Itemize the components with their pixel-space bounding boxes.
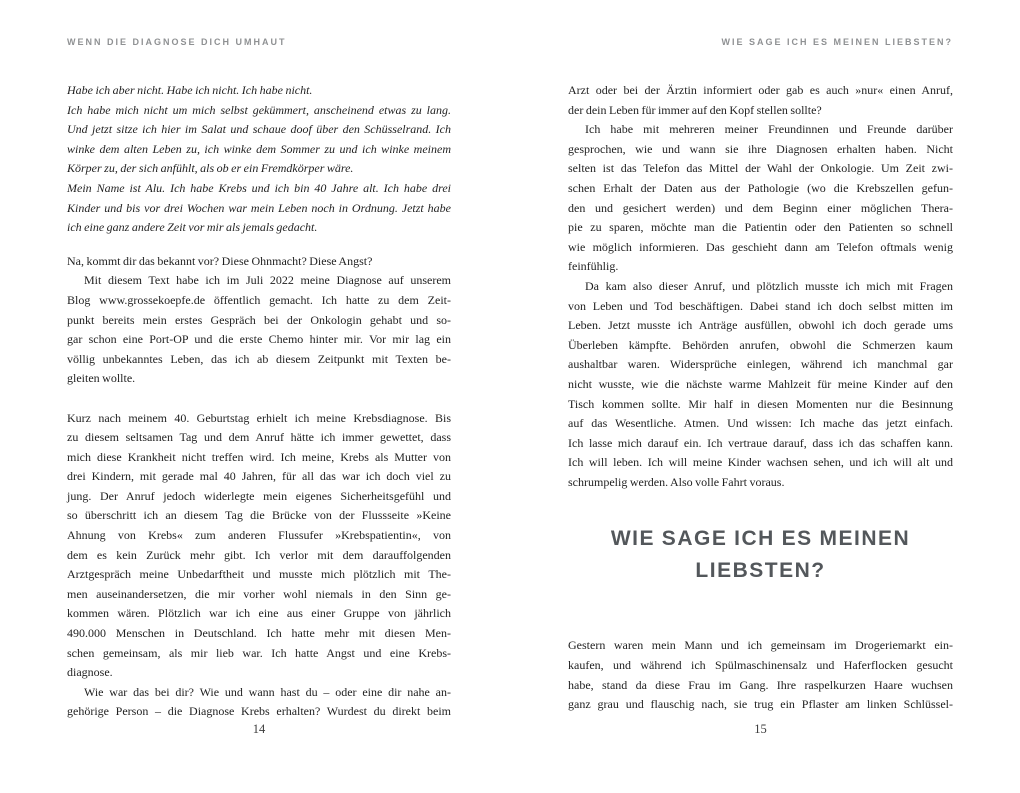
paragraph-kurz-nach	[67, 409, 451, 683]
paragraph-da-kam	[568, 277, 953, 493]
text-line: von Leben und Tod beschäftigen. Dabei stand ich doch selbst mitten im	[568, 298, 953, 313]
text-line: Blog www.grossekoepfe.de öffentlich gemacht. Ich hatte zu dem Zeit-	[67, 292, 451, 307]
intro-quote-paragraph-3	[67, 179, 451, 238]
intro-quote-paragraph-2	[67, 101, 451, 179]
text-line: gehörige Person – die Diagnose Krebs erhalten? Wurdest du direkt beim	[67, 704, 451, 719]
text-line: Überleben kämpfte. Behörden anrufen, obwohl die Schmerzen kaum	[568, 337, 953, 352]
running-head-right: WIE SAGE ICH ES MEINEN LIEBSTEN?	[721, 37, 953, 47]
text-line: drei Kindern, mit gerade mal 40 Jahren, für all das war ich doch viel zu	[67, 469, 451, 484]
text-line: Na, kommt dir das bekannt vor? Diese Ohnmacht? Diese Angst?	[67, 253, 373, 268]
running-head-left: WENN DIE DIAGNOSE DICH UMHAUT	[67, 37, 287, 47]
text-line: Und jetzt sitze ich hier im Salat und schaue doof über den Schüsselrand. Ich	[67, 122, 451, 137]
page-left-body	[67, 81, 451, 722]
text-line: Ich will leben. Ich will meine Kinder wachsen sehen, und ich will alt und	[568, 455, 953, 470]
text-line: Arzt oder bei der Ärztin informiert oder gab es auch »nur« einen Anruf,	[568, 83, 953, 97]
text-line: schrumpelig werden. Also volle Fahrt voraus.	[568, 474, 785, 489]
text-line: so überschritt ich an diesem Tag die Brücke von der Flussseite »Keine	[67, 508, 451, 523]
text-line: auf das Wesentliche. Atmen. Und wissen: Ich mache das jetzt einfach.	[568, 416, 953, 431]
text-line: gleiten wollte.	[67, 371, 136, 386]
text-line: Ich lasse mich darauf ein. Ich vertraue darauf, dass ich das schaffen kann.	[568, 435, 953, 450]
text-line: pie zu sparen, möchte man die Patientin oder den Patienten so schnell	[568, 220, 953, 235]
text-line: men auseinandersetzen, die mir vorher wohl niemals in den Sinn ge-	[67, 586, 451, 601]
page-left	[67, 0, 451, 793]
page-number-right: 15	[754, 722, 767, 736]
text-line: Mit diesem Text habe ich im Juli 2022 meine Diagnose auf unserem	[84, 273, 451, 288]
intro-quote-paragraph-1	[67, 81, 451, 101]
paragraph-ich-habe	[568, 120, 953, 277]
text-line: Habe ich aber nicht. Habe ich nicht. Ich habe nicht.	[67, 83, 313, 97]
text-line: Ahnung von Krebs« zum anderen Flussufer »Krebspatientin«, von	[67, 528, 451, 543]
text-line: gesprochen, wie und wann sie ihre Diagnosen erhalten haben. Nicht	[568, 141, 953, 156]
text-line: Ich habe mich nicht um mich selbst gekümmert, anscheinend etwas zu lang.	[67, 102, 451, 117]
text-line: Ich habe mit mehreren meiner Freundinnen und Freunde darüber	[585, 122, 953, 137]
text-line: habe, stand da diese Frau im Gang. Ihre raspelkurzen Haare wuchsen	[568, 677, 953, 692]
text-line: aushaltbar waren. Widersprüche einlegen, während ich manchmal gar	[568, 357, 953, 372]
text-line: nicht wusste, wie die nächste warme Mahlzeit für meine Kinder auf den	[568, 376, 953, 391]
text-line: Da kam also dieser Anruf, und plötzlich musste ich mich mit Fragen	[585, 278, 953, 293]
text-line: ganz grau und flauschig nach, sie trug ein Pflaster am linken Schlüssel-	[568, 697, 953, 712]
text-line: wie möglich informieren. Das geschieht dann am Telefon oftmals wenig	[568, 239, 953, 254]
text-line: Kinder und bis vor drei Wochen war mein Leben noch in Ordnung. Jetzt habe	[67, 200, 451, 215]
page-right-body	[568, 81, 953, 715]
text-line: Wie war das bei dir? Wie und wann hast du – oder eine dir nahe an-	[84, 684, 451, 699]
text-line: kommen wären. Plötzlich war ich eine aus einer Gruppe von jährlich	[67, 606, 451, 621]
text-line: winke dem alten Leben zu, ich winke dem Sommer zu und ich winke meinem	[67, 141, 451, 156]
text-line: ich eine ganz andere Zeit vor mir als jemals gedacht.	[67, 220, 318, 235]
text-line: Körper zu, der sich anfühlt, als ob er ein Fremdkörper wäre.	[67, 161, 354, 176]
text-line: schen Erhalt der Daten aus der Pathologie (wo die Krebszellen gefun-	[568, 180, 953, 195]
paragraph-na-kommt	[67, 252, 451, 272]
text-line: selten ist das Telefon das Mittel der Wahl der Onkologie. Um Zeit zwi-	[568, 161, 953, 176]
text-line: diagnose.	[67, 665, 113, 680]
text-line: dem es kein Zurück mehr gibt. Ich verlor mit dem darauffolgenden	[67, 547, 451, 562]
text-line: Kurz nach meinem 40. Geburtstag erhielt ich meine Krebsdiagnose. Bis	[67, 410, 451, 425]
text-line: den und gesichert werden) und dem Beginn einer möglichen Thera-	[568, 200, 953, 215]
text-line: punkt bereits mein erstes Gespräch bei der Onkologin gehabt und so-	[67, 312, 451, 327]
text-line: 490.000 Menschen in Deutschland. Ich hatte mehr mit diesen Men-	[67, 626, 451, 641]
text-line: Leben. Jetzt musste ich Anträge ausfüllen, obwohl ich doch gerade ums	[568, 318, 953, 333]
page-number-left: 14	[252, 722, 266, 736]
text-line: der dein Leben für immer auf den Kopf stellen sollte?	[568, 102, 822, 117]
paragraph-gestern-waren	[568, 636, 953, 714]
text-line: Mein Name ist Alu. Ich habe Krebs und ich bin 40 Jahre alt. Ich habe drei	[67, 180, 451, 195]
text-line: feinfühlig.	[568, 259, 619, 274]
text-line: gar schon eine Port-OP und die erste Chemo hinter mir. Vor mir lag ein	[67, 332, 451, 347]
text-line: völlig unbekanntes Leben, das ich ab diesem Zeitpunkt mit Texten be-	[67, 351, 451, 366]
text-line: schen gemeinsam, als mir lieb war. Ich hatte Angst und eine Krebs-	[67, 645, 451, 660]
chapter-heading	[568, 523, 953, 587]
text-line: WIE SAGE ICH ES MEINEN	[610, 527, 911, 551]
text-line: LIEBSTEN?	[695, 559, 826, 583]
text-line: kaufen, und während ich Spülmaschinensalz und Haferflocken gesucht	[568, 658, 953, 673]
text-line: Gestern waren mein Mann und ich gemeinsam im Drogeriemarkt ein-	[568, 638, 953, 653]
paragraph-wie-war-das	[67, 683, 451, 722]
text-line: zu diesem seltsamen Tag und dem Anruf hätte ich immer gewettet, dass	[67, 430, 451, 445]
text-line: mich diese Krankheit nicht treffen wird. Ich meine, Krebs als Mutter von	[67, 449, 451, 464]
paragraph-arzt-oder	[568, 81, 953, 120]
text-line: Arztgespräch meine Unbedarftheit und musste mich plötzlich mit The-	[67, 567, 451, 582]
page-right	[568, 0, 953, 793]
text-line: Tisch kommen sollte. Mir half in diesen Momenten nur die Besinnung	[568, 396, 953, 411]
paragraph-mit-diesem-text	[67, 271, 451, 389]
text-line: jung. Der Anruf jedoch widerlegte mein eigenes Sicherheitsgefühl und	[67, 488, 451, 503]
